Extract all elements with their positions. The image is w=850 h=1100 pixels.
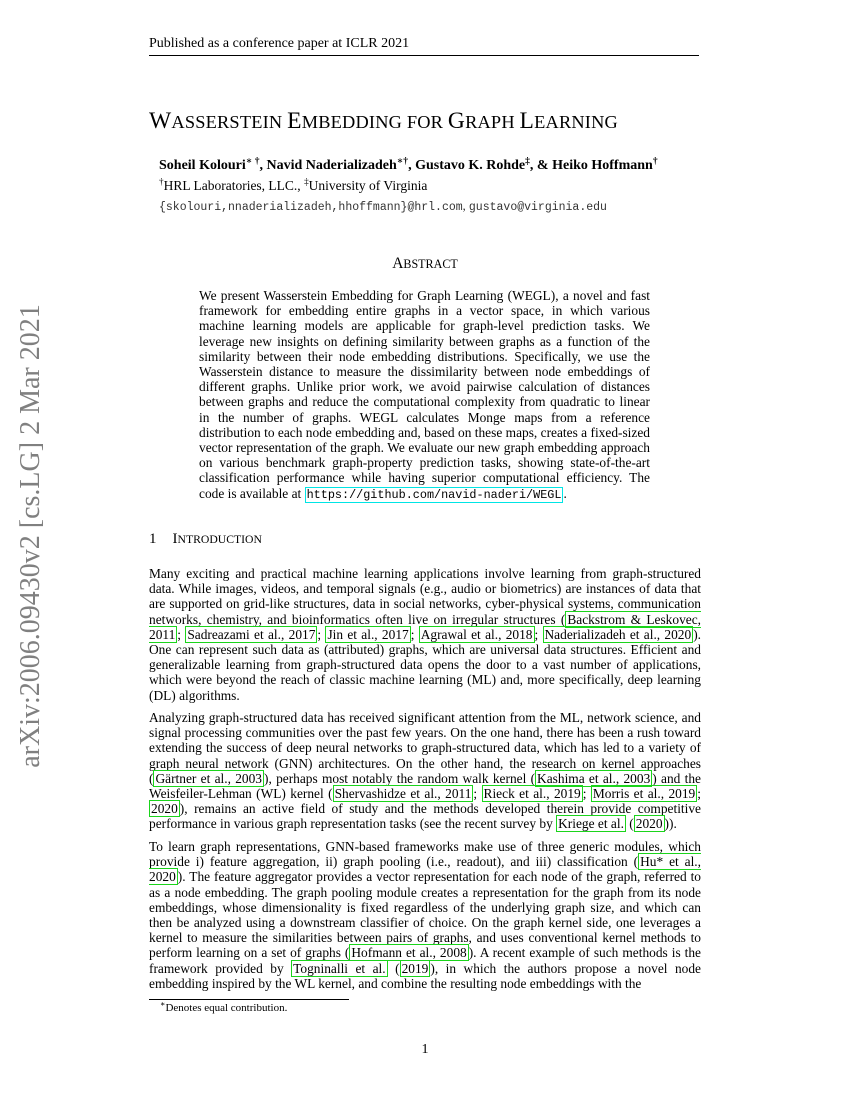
intro-paragraph-2: Analyzing graph-structured data has received significant attention from the ML, network science, and signal processing communities over the past few years. On the one hand, there has been a rush toward extending the success of deep neural networks to graph-structured data, which has led to a variety of graph neural network (GNN) architectures. On the other hand, the research on kernel approaches ( Gärtner et al., 2003 ), perhaps most notably the random walk kernel ( Kashima et al., 2003 ) and the Weisfeiler-Lehman (WL) kernel ( Shervashidze et al., 2011 ; Rieck et al., 2019 ; Morris et al., 2019 ; 2020 ), remains an active field of study and the methods developed therein provide competitive performance in various graph representation tasks (see the recent survey by Kriege et al. ( 2020 )). <box>149 710 701 832</box>
arxiv-identifier <box>10 298 52 773</box>
code-repository-link[interactable]: https://github.com/navid-naderi/WEGL <box>306 487 562 502</box>
paper-title: WASSERSTEIN EMBEDDING FOR GRAPH LEARNING <box>149 108 618 134</box>
affiliations: †HRL Laboratories, LLC., ‡University of Virginia <box>159 176 428 193</box>
abstract-body: We present Wasserstein Embedding for Graph Learning (WEGL), a novel and fast framework for embedding entire graphs in a vector space, in which various machine learning models are applicable for graph-level prediction tasks. We leverage new insights on defining similarity between graphs as a function of the similarity between their node embedding distributions. Specifically, we use the Wasserstein distance to measure the dissimilarity between node embeddings of different graphs. Unlike prior work, we avoid pairwise calculation of distances between graphs and reduce the computational complexity from quadratic to linear in the number of graphs. WEGL calculates Monge maps from a reference distribution to each node embedding and, based on these maps, creates a fixed-sized vector representation of the graph. We evaluate our new graph embedding approach on various benchmark graph-property prediction tasks, showing state-of-the-art classification performance while having superior computational efficiency. The code is available at https://github.com/navid-naderi/WEGL . <box>199 288 650 502</box>
citation-link[interactable]: Agrawal et al., 2018 <box>420 626 533 642</box>
section-heading-introduction: 1 INTRODUCTION <box>149 531 262 547</box>
citation-link[interactable]: Shervashidze et al., 2011 <box>334 786 472 802</box>
page-number: 1 <box>421 1042 429 1057</box>
citation-link[interactable]: Morris et al., 2019 <box>592 786 696 802</box>
footnote-divider <box>149 999 349 1000</box>
citation-link[interactable]: 2020 <box>151 801 178 817</box>
citation-link[interactable]: Rieck et al., 2019 <box>483 786 581 802</box>
intro-paragraph-3: To learn graph representations, GNN-based frameworks make use of three generic modules, which provide i) feature aggregation, ii) graph pooling (i.e., readout), and iii) classification ( Hu* et al., 2020 ). The feature aggregator provides a vector representation for each node of the graph, referred to as a node embedding. The graph pooling module creates a representation for the graph from its node embeddings, whose dimensionality is fixed regardless of the underlying graph size, and which can then be analyzed using a downstream classifier of choice. On the graph kernel side, one leverages a kernel to measure the similarities between pairs of graphs, and uses conventional kernel methods to perform learning on a set of graphs ( Hofmann et al., 2008 ). A recent example of such methods is the framework provided by Togninalli et al. ( 2019 ), in which the authors propose a novel node embedding inspired by the WL kernel, and combine the resulting node embeddings with the <box>149 839 701 991</box>
citation-link[interactable]: Togninalli et al. <box>293 960 386 976</box>
citation-link[interactable]: Kriege et al. <box>558 816 624 832</box>
citation-link[interactable]: Naderializadeh et al., 2020 <box>544 626 692 642</box>
arxiv-identifier-text: arXiv:2006.09430v2 [cs.LG] 2 Mar 2021 <box>15 303 46 768</box>
citation-link[interactable]: Hu* et al., 2020 <box>149 854 701 885</box>
author-emails: {skolouri,nnaderializadeh,hhoffmann}@hrl.com, gustavo@virginia.edu <box>159 199 607 214</box>
citation-link[interactable]: 2019 <box>401 960 429 976</box>
citation-link[interactable]: Gärtner et al., 2003 <box>155 770 262 786</box>
citation-link[interactable]: Jin et al., 2017 <box>327 626 409 642</box>
citation-link[interactable]: Sadreazami et al., 2017 <box>187 626 316 642</box>
citation-link[interactable]: Kashima et al., 2003 <box>537 770 651 786</box>
footnote: ∗Denotes equal contribution. <box>160 999 288 1014</box>
citation-link[interactable]: 2020 <box>635 816 663 832</box>
author-list: Soheil Kolouri∗ †, Navid Naderializadeh∗†, Gustavo K. Rohde‡, & Heiko Hoffmann† <box>159 156 658 173</box>
intro-paragraph-1: Many exciting and practical machine learning applications involve learning from graph-structured data. While images, videos, and temporal signals (e.g., audio or biometrics) are instances of data that are supported on grid-like structures, data in social networks, cyber-physical systems, communication networks, chemistry, and bioinformatics often live on irregular structures ( Backstrom & Leskovec, 2011 ; Sadreazami et al., 2017 ; Jin et al., 2017 ; Agrawal et al., 2018 ; Naderializadeh et al., 2020 ). One can represent such data as (attributed) graphs, which are universal data structures. Efficient and generalizable learning from graph-structured data opens the door to a vast number of applications, which were beyond the reach of classic machine learning (ML) and, more specifically, deep learning (DL) algorithms. <box>149 566 702 703</box>
running-header: Published as a conference paper at ICLR 2021 <box>149 36 699 56</box>
citation-link[interactable]: Backstrom & Leskovec, 2011 <box>149 611 702 642</box>
abstract-heading: ABSTRACT <box>392 255 458 272</box>
citation-link[interactable]: Hofmann et al., 2008 <box>351 945 467 961</box>
